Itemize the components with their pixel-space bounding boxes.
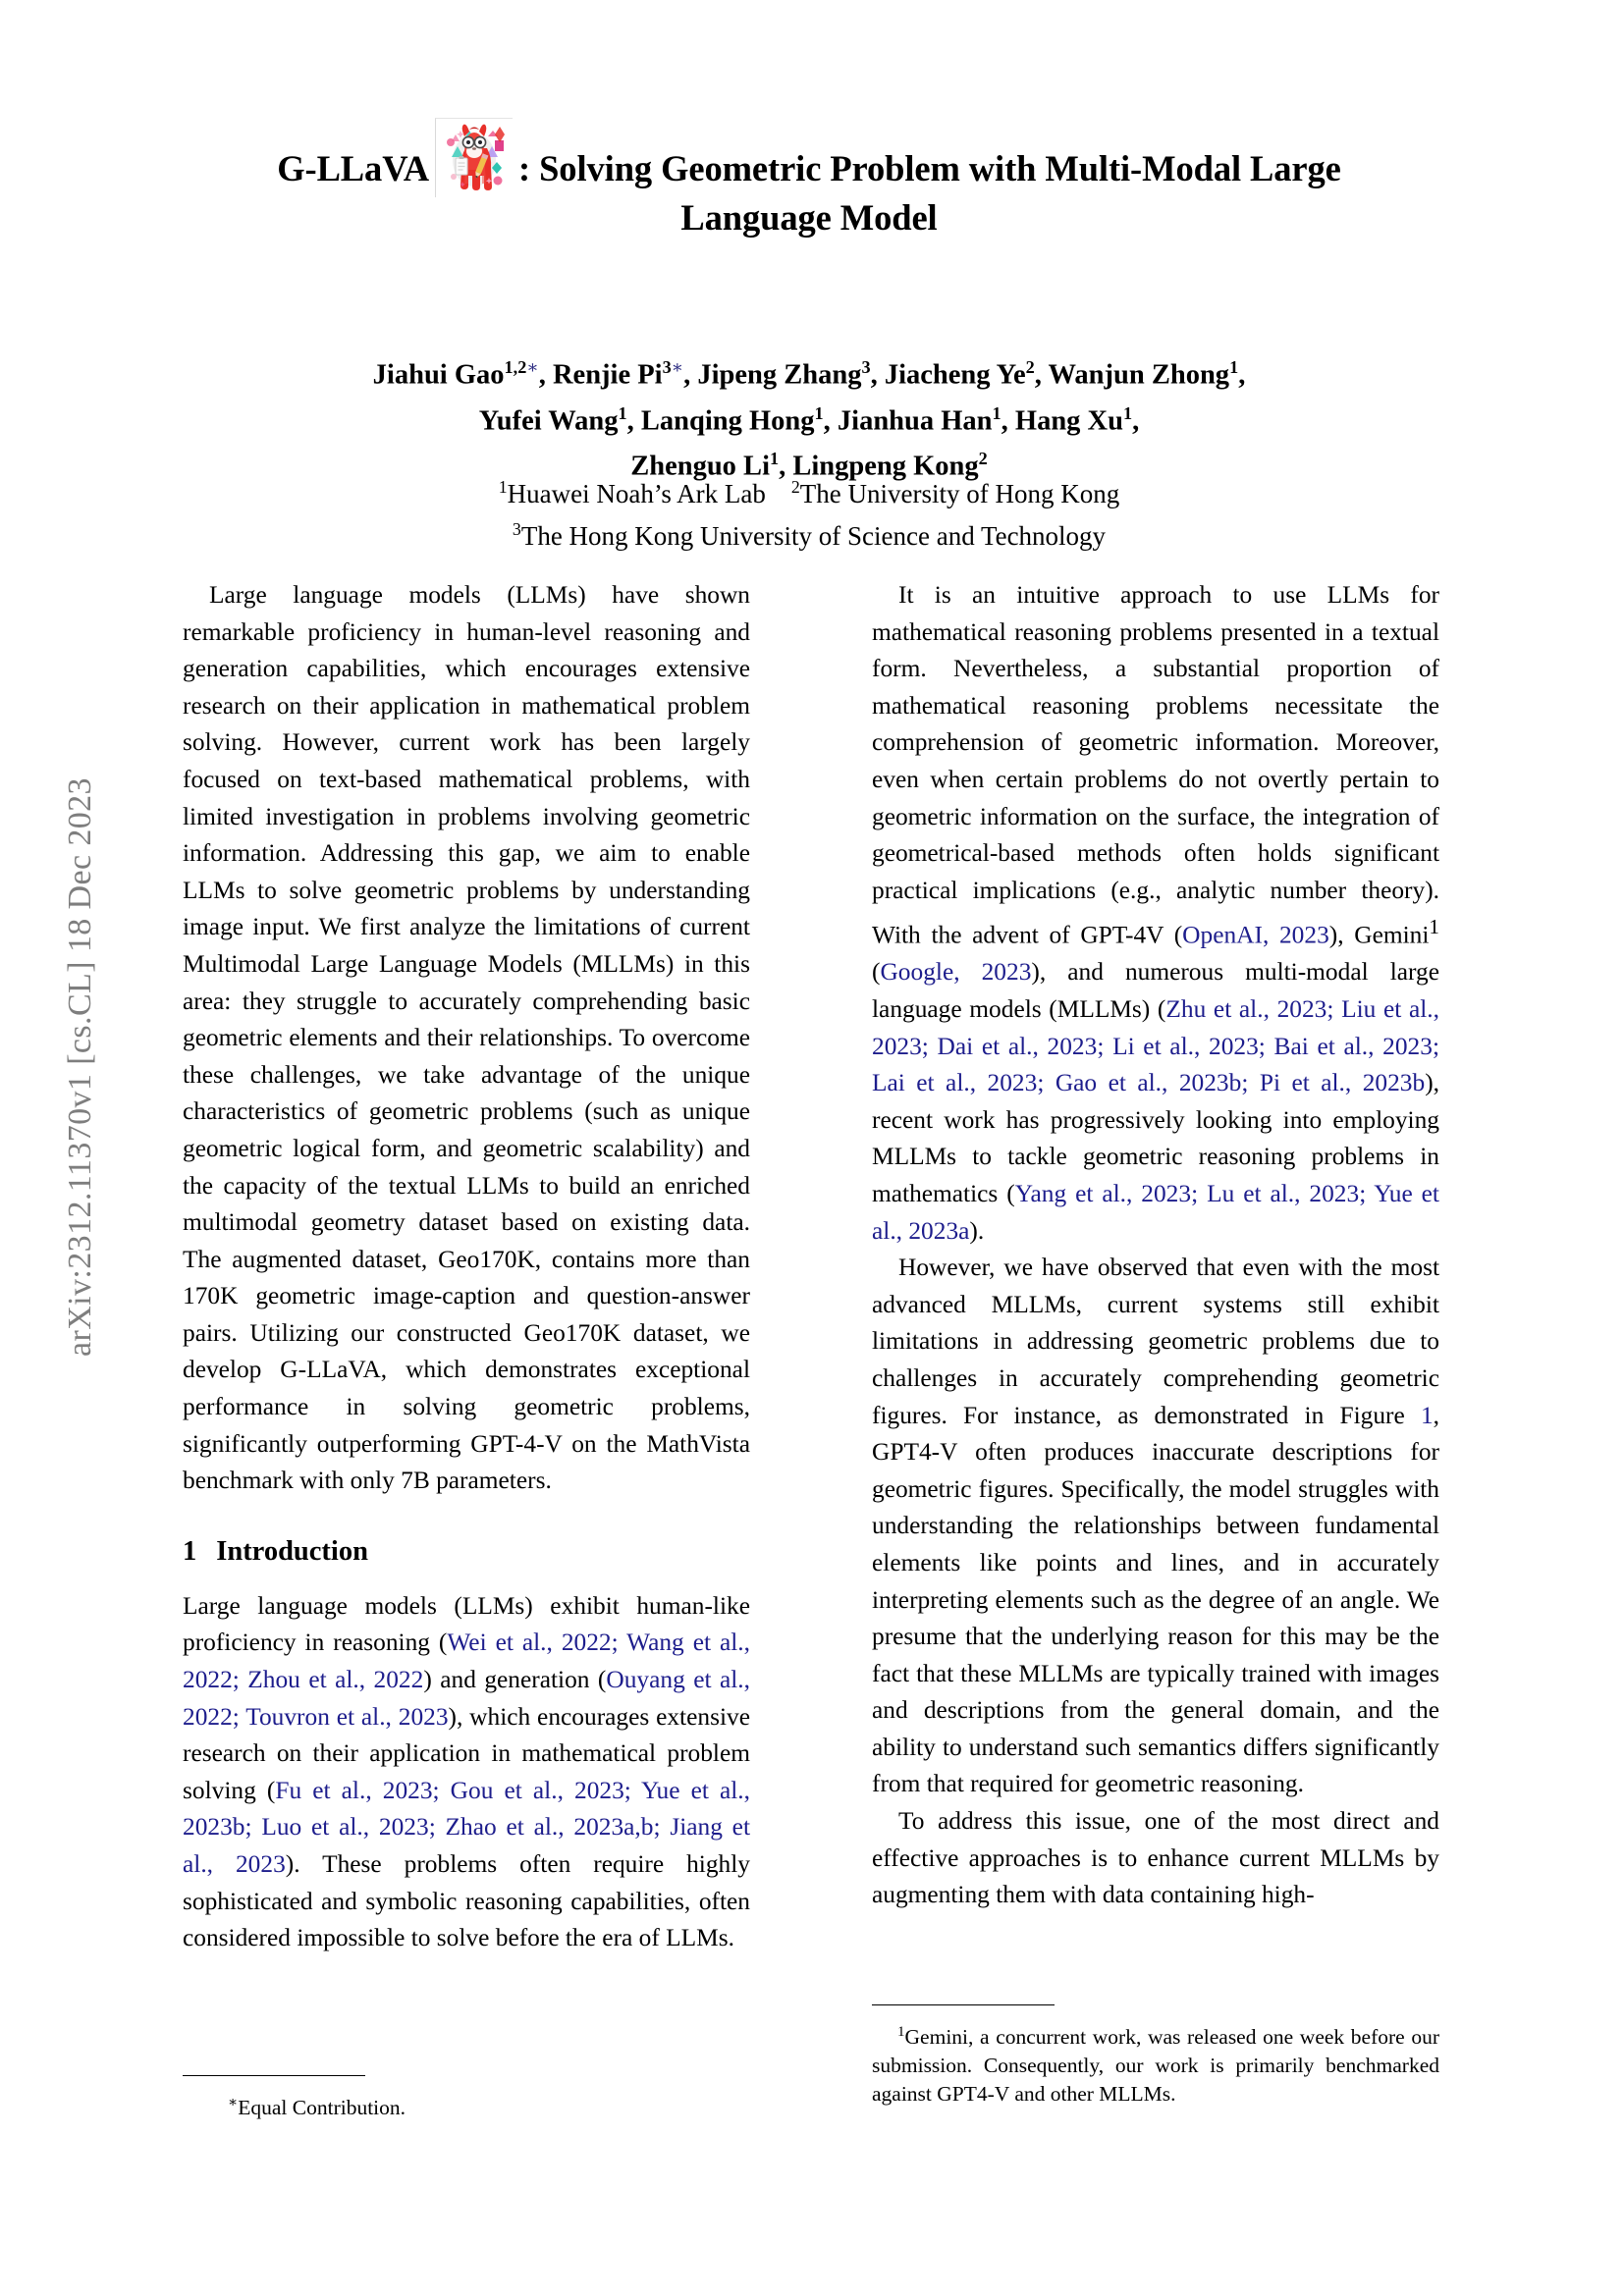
citation-gou-2023[interactable]: Gou et al., 2023 — [450, 1776, 624, 1804]
author-sup-10: 1 — [769, 449, 780, 468]
author-line-1 — [173, 348, 1445, 395]
citation-lu-2023[interactable]: Lu et al., 2023 — [1207, 1179, 1360, 1207]
author-sup-9: 1 — [1122, 402, 1133, 423]
citation-fu-2023[interactable]: Fu et al., 2023 — [275, 1776, 433, 1804]
author-sup-6: 1 — [618, 402, 627, 423]
citation-sep-c: ; — [1097, 1032, 1113, 1060]
citation-openai-2023[interactable]: OpenAI, 2023 — [1182, 921, 1329, 949]
footnote-left-content: Equal Contribution. — [238, 2096, 406, 2120]
citation-luo-2023[interactable]: Luo et al., 2023 — [261, 1813, 429, 1842]
affiliation-hku: The University of Hong Kong — [799, 479, 1120, 508]
citation-ouyang-2022[interactable]: Ouyang et al., 2022 — [183, 1666, 750, 1731]
author-sup-4: 2 — [1025, 357, 1035, 377]
intro-text-2: ) and generation ( — [423, 1666, 607, 1694]
right-paragraph-3: To address this issue, one of the most direct and effective approaches is to enhance current MLLMs by augmenting them with data containing high- — [872, 1807, 1439, 1909]
citation-touvron-2023[interactable]: Touvron et al., 2023 — [245, 1702, 449, 1731]
citation-wang-2022[interactable]: Wang et al., 2022 — [183, 1629, 750, 1694]
footnote-right-text — [872, 2018, 1439, 2109]
citation-sep-8: ; — [653, 1813, 671, 1842]
title-line-2: Language Model — [680, 197, 938, 238]
right-column — [872, 577, 1439, 1914]
affiliation-sup-1: 1 — [498, 477, 508, 497]
citation-sep-b: ; — [921, 1032, 938, 1060]
citation-zhou-2022[interactable]: Zhou et al., 2022 — [247, 1666, 424, 1694]
author-lingpeng-kong: , Lingpeng Kong — [779, 451, 979, 482]
citation-yang-2023[interactable]: Yang et al., 2023 — [1014, 1179, 1192, 1207]
citation-zhu-2023[interactable]: Zhu et al., 2023 — [1165, 995, 1327, 1023]
equal-contribution-marker-2: ∗ — [671, 357, 684, 377]
author-jiacheng-ye: , Jiacheng Ye — [870, 359, 1026, 391]
citation-sep-5: ; — [623, 1776, 641, 1804]
figure-reference-1[interactable]: 1 — [1420, 1401, 1434, 1429]
citation-sep-h: ; — [1191, 1179, 1208, 1207]
citation-pi-2023b[interactable]: Pi et al., 2023b — [1259, 1069, 1426, 1097]
footnote-left — [183, 2075, 750, 2122]
citation-lai-2023[interactable]: Lai et al., 2023 — [872, 1069, 1038, 1097]
right-text-4: ), and numerous multi-modal large language models (MLLMs) ( — [872, 958, 1439, 1023]
title-text-part-2: : Solving Geometric Problem with Multi-Modal Large — [518, 148, 1341, 188]
equal-contribution-marker-1: ∗ — [526, 357, 539, 377]
author-sup-5: 1 — [1229, 357, 1239, 377]
title-text-part-1: G-LLaVA — [277, 148, 430, 188]
author-sup-1: 1,2 — [504, 357, 527, 377]
author-renjie-pi: , Renjie Pi — [538, 359, 663, 391]
citation-sep-i: ; — [1359, 1179, 1375, 1207]
author-line-2 — [173, 395, 1445, 441]
author-hang-xu: , Hang Xu — [1001, 405, 1123, 436]
citation-sep-e: ; — [1432, 1032, 1439, 1060]
author-jipeng-zhang: , Jipeng Zhang — [683, 359, 862, 391]
right-paragraph-1 — [872, 577, 1439, 1250]
footnote-ref-1[interactable]: 1 — [1429, 915, 1439, 939]
intro-text-1: Large language models (LLMs) exhibit human-like proficiency in reasoning ( — [183, 1591, 750, 1657]
affiliation-line-1 — [173, 469, 1445, 511]
title-line-1 — [173, 118, 1445, 193]
citation-jiang-2023[interactable]: Jiang et al., 2023 — [183, 1813, 751, 1878]
citation-dai-2023[interactable]: Dai et al., 2023 — [937, 1032, 1098, 1060]
citation-sep-g: ; — [1241, 1069, 1260, 1097]
affiliation-list — [173, 469, 1445, 554]
citation-google-2023[interactable]: Google, 2023 — [880, 958, 1032, 987]
author-sup-7: 1 — [814, 402, 824, 423]
right-text-2: ), Gemini — [1328, 921, 1430, 949]
author-yufei-wang: Yufei Wang — [478, 405, 619, 436]
author-sup-11: 2 — [978, 449, 988, 468]
citation-yue-2023b[interactable]: Yue et al., 2023b — [183, 1776, 751, 1842]
footnote-right — [872, 2004, 1439, 2109]
intro-paragraph-1 — [183, 1588, 750, 1957]
citation-sep-2: ; — [232, 1666, 248, 1694]
citation-li-2023[interactable]: Li et al., 2023 — [1112, 1032, 1259, 1060]
affiliation-line-2 — [173, 511, 1445, 554]
footnote-rule-left — [183, 2075, 365, 2076]
citation-sep-6: ; — [244, 1813, 262, 1842]
citation-liu-2023[interactable]: Liu et al., 2023 — [872, 995, 1439, 1060]
author-sup-2: 3 — [662, 357, 672, 377]
right-text-7: However, we have observed that even with the most advanced MLLMs, current systems still exhibit limitations in addressing geometric problems due to challenges in accurately comprehending geometric figures. For instance, as demonstrated in Figure — [872, 1254, 1439, 1429]
citation-zhao-2023ab[interactable]: Zhao et al., 2023a,b — [445, 1813, 654, 1842]
affiliation-sup-2: 2 — [790, 477, 800, 497]
citation-sep-4: ; — [432, 1776, 451, 1804]
section-number: 1 — [183, 1535, 197, 1567]
author-lanqing-hong: , Lanqing Hong — [626, 405, 815, 436]
section-title: Introduction — [216, 1535, 368, 1567]
citation-sep-7: ; — [428, 1813, 446, 1842]
footnote-left-text — [183, 2089, 750, 2122]
citation-sep-f: ; — [1037, 1069, 1056, 1097]
arxiv-stamp: arXiv:2312.11370v1 [cs.CL] 18 Dec 2023 — [62, 777, 98, 1357]
right-text-8: , GPT4-V often produces inaccurate descriptions for geometric figures. Specifically, the model struggles with understanding the relationships between fundamental elements like points and lines, and in accurately interpreting elements such as the degree of an angle. We presume that the underlying reason for this may be the fact that these MLLMs are typically trained with images and descriptions from the general domain, and the ability to understand such semantics differs significantly from that required for geometric reasoning. — [872, 1401, 1439, 1798]
citation-wei-2022[interactable]: Wei et al., 2022 — [447, 1629, 612, 1657]
affiliation-huawei: Huawei Noah’s Ark Lab — [507, 479, 766, 508]
author-line-1-comma: , — [1238, 359, 1246, 391]
citation-sep-1: ; — [611, 1629, 627, 1657]
author-line-2-comma: , — [1132, 405, 1140, 436]
author-jiahui-gao: Jiahui Gao — [372, 359, 505, 391]
author-wanjun-zhong: , Wanjun Zhong — [1034, 359, 1230, 391]
abstract-paragraph: Large language models (LLMs) have shown remarkable proficiency in human-level reasoning and generation capabilities, which encourages extensive research on their application in mathematical problem solving. However, current work has been largely focused on text-based mathematical problems, with limited investigation in problems involving geometric information. Addressing this gap, we aim to enable LLMs to solve geometric problems by understanding image input. We first analyze the limitations of current Multimodal Large Language Models (MLLMs) in this area: they struggle to accurately comprehending basic geometric elements and their relationships. To overcome these challenges, we take advantage of the unique characteristics of geometric problems (such as unique geometric logical form, and geometric scalability) and the capacity of the textual LLMs to build an enriched multimodal geometry dataset based on existing data. The augmented dataset, Geo170K, contains more than 170K geometric image-caption and question-answer pairs. Utilizing our constructed Geo170K dataset, we develop G-LLaVA, which demonstrates exceptional performance in solving geometric problems, significantly outperforming GPT-4-V on the MathVista benchmark with only 7B parameters. — [183, 581, 750, 1495]
alpaca-mascot-logo-icon — [435, 118, 513, 197]
left-column — [183, 577, 750, 1957]
right-paragraph-2 — [872, 1250, 1439, 1803]
citation-bai-2023[interactable]: Bai et al., 2023 — [1273, 1032, 1433, 1060]
footnote-rule-right — [872, 2004, 1055, 2005]
right-text-1: It is an intuitive approach to use LLMs for mathematical reasoning problems presented in a textual form. Nevertheless, a substantial proportion of mathematical reasoning problems necessitate the comprehension of geometric information. Moreover, even when certain problems do not overtly pertain to geometric information on the surface, the integration of geometrical-based methods often holds significant practical implications (e.g., analytic number theory). With the advent of GPT-4V ( — [872, 581, 1439, 949]
right-text-6: ). — [969, 1216, 985, 1245]
citation-sep-3: ; — [232, 1702, 246, 1731]
right-text-3: ( — [872, 958, 881, 987]
author-sup-3: 3 — [861, 357, 871, 377]
affiliation-sup-3: 3 — [512, 519, 521, 539]
affiliation-hkust: The Hong Kong University of Science and Technology — [520, 521, 1107, 551]
footnote-right-content: Gemini, a concurrent work, was released one week before our submission. Consequently, our work is primarily benchmarked against GPT4-V and other MLLMs. — [872, 2025, 1439, 2107]
author-jianhua-han: , Jianhua Han — [823, 405, 993, 436]
footnote-marker-1: 1 — [897, 2024, 905, 2040]
citation-sep-a: ; — [1326, 995, 1342, 1023]
intro-text-3: ), which encourages extensive research on their application in mathematical problem solving ( — [183, 1702, 750, 1804]
citation-yue-2023a[interactable]: Yue et al., 2023a — [872, 1179, 1439, 1245]
section-heading-introduction — [183, 1535, 750, 1569]
author-sup-8: 1 — [992, 402, 1001, 423]
right-text-5: ), recent work has progressively looking into employing MLLMs to tackle geometric reasoning problems in mathematics ( — [872, 1069, 1439, 1207]
page-title — [173, 118, 1445, 242]
intro-text-4: ). These problems often require highly sophisticated and symbolic reasoning capabilities, often considered impossible to solve before the era of LLMs. — [183, 1850, 750, 1952]
author-zhenguo-li: Zhenguo Li — [630, 451, 770, 482]
citation-gao-2023b[interactable]: Gao et al., 2023b — [1055, 1069, 1242, 1097]
footnote-marker-star: ∗ — [228, 2095, 239, 2110]
author-list — [173, 348, 1445, 486]
citation-sep-d: ; — [1258, 1032, 1274, 1060]
